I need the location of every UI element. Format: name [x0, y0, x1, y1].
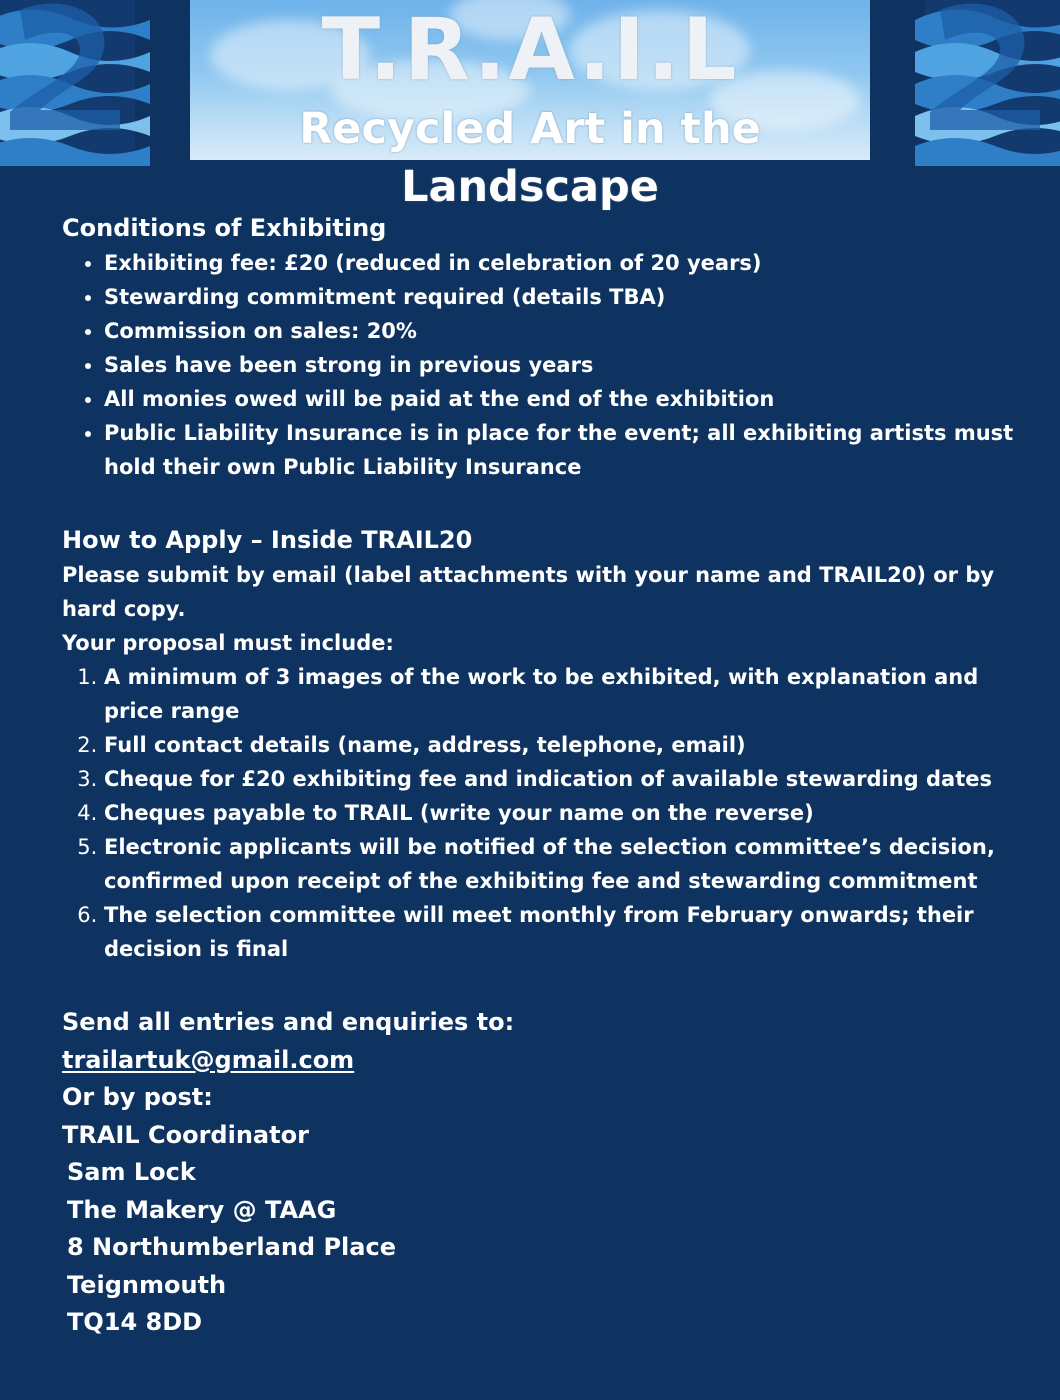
list-item: • Commission on sales: 20% — [104, 314, 1022, 348]
conditions-list — [62, 246, 1022, 484]
title-banner — [190, 0, 870, 212]
address-line: The Makery @ TAAG — [67, 1195, 337, 1224]
list-item: • All monies owed will be paid at the end of the exhibition — [104, 382, 1022, 416]
list-item: 5. Electronic applicants will be notified of the selection committee’s decision, confirmed upon receipt of the exhibiting fee and stewarding commitment — [104, 830, 1022, 898]
list-item: • Public Liability Insurance is in place for the event; all exhibiting artists must hold their own Public Liability Insurance — [104, 416, 1022, 484]
apply-intro: Please submit by email (label attachments with your name and TRAIL20) or by hard copy. — [62, 563, 995, 621]
list-item: • Stewarding commitment required (details TBA) — [104, 280, 1022, 314]
address-line: TQ14 8DD — [67, 1308, 203, 1336]
list-item: 4. Cheques payable to TRAIL (write your name on the reverse) — [104, 796, 1022, 830]
header — [0, 0, 1060, 212]
main-content — [62, 210, 1022, 1342]
proposal-requirements-list — [62, 660, 1022, 966]
list-item: • Sales have been strong in previous years — [104, 348, 1022, 382]
decorative-wave-right — [925, 0, 1060, 160]
conditions-section — [62, 210, 1022, 484]
address-line: 8 Northumberland Place — [67, 1233, 396, 1261]
post-label: Or by post: — [62, 1083, 213, 1111]
apply-heading: How to Apply – Inside TRAIL20 — [62, 526, 473, 554]
conditions-heading: Conditions of Exhibiting — [62, 214, 387, 242]
list-item: • Exhibiting fee: £20 (reduced in celebration of 20 years) — [104, 246, 1022, 280]
list-item: 3. Cheque for £20 exhibiting fee and indication of available stewarding dates — [104, 762, 1022, 796]
address-line: Sam Lock — [67, 1158, 196, 1186]
list-item: 1. A minimum of 3 images of the work to be exhibited, with explanation and price range — [104, 660, 1022, 728]
proposal-requirements-label: Your proposal must include: — [62, 631, 394, 655]
list-item: 2. Full contact details (name, address, telephone, email) — [104, 728, 1022, 762]
address-line: TRAIL Coordinator — [62, 1120, 309, 1149]
contact-heading: Send all entries and enquiries to: — [62, 1008, 515, 1036]
email-link[interactable]: trailartuk@gmail.com — [62, 1045, 355, 1074]
apply-section — [62, 522, 1022, 966]
banner-subtitle: Recycled Art in the Landscape — [299, 104, 761, 212]
banner-title: T.R.A.I.L — [321, 0, 739, 100]
address-line: Teignmouth — [67, 1270, 227, 1299]
list-item: 6. The selection committee will meet monthly from February onwards; their decision is final — [104, 898, 1022, 966]
decorative-wave-left — [0, 0, 135, 160]
contact-section — [62, 1004, 1022, 1342]
